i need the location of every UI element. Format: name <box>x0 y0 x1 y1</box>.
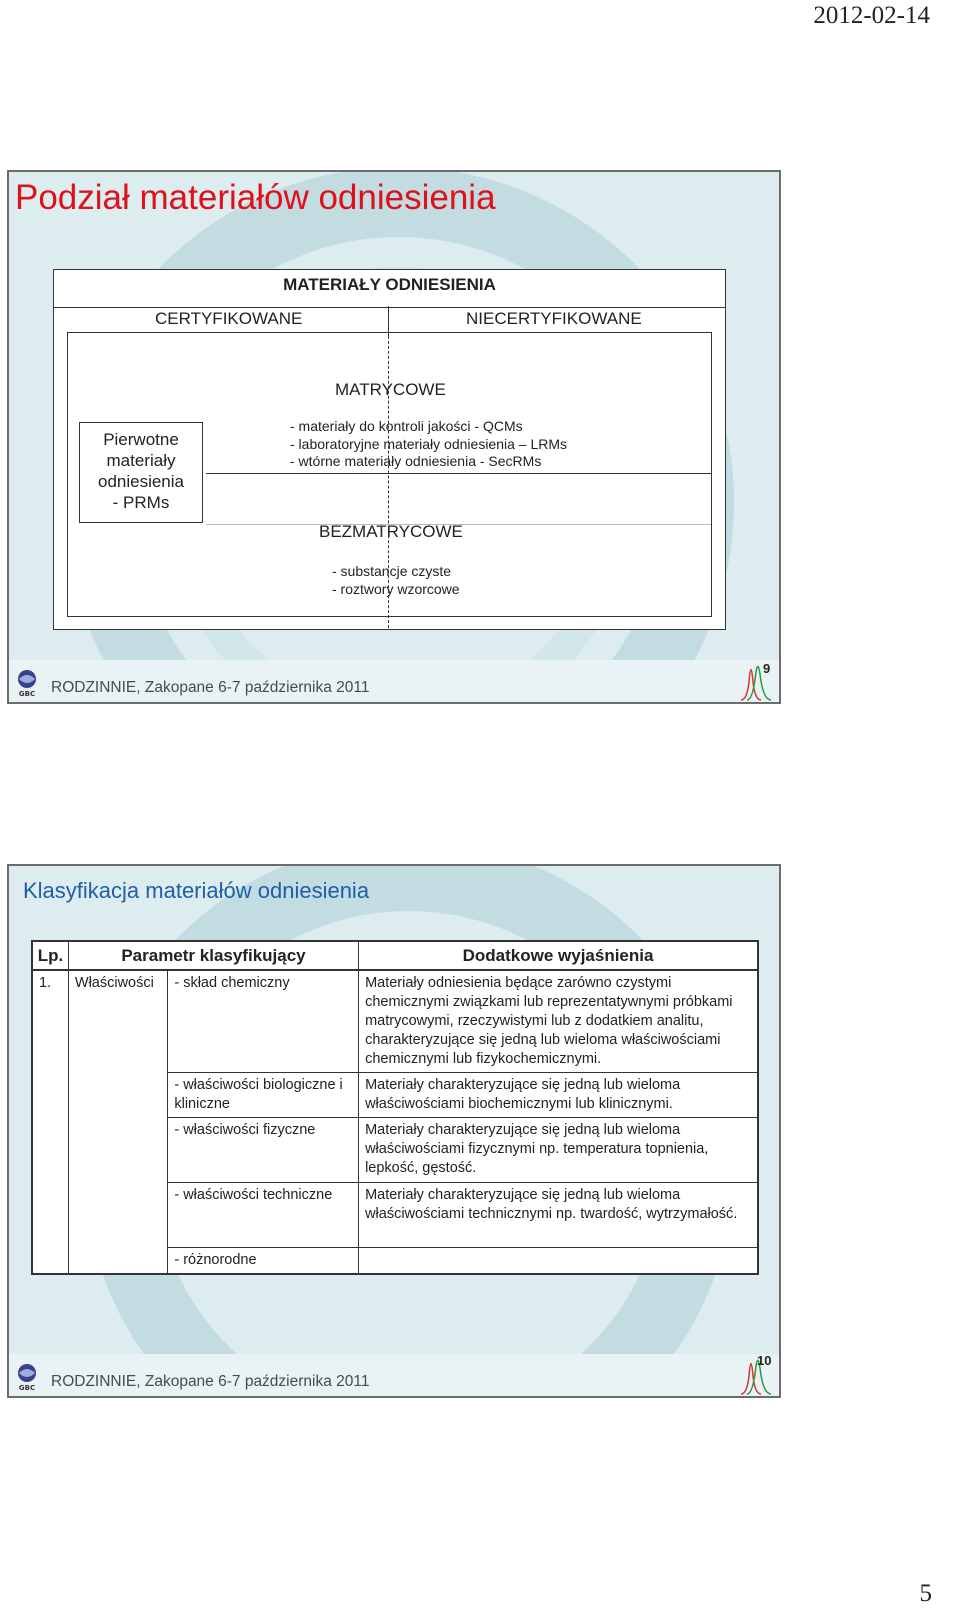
certified-label: CERTYFIKOWANE <box>155 309 303 328</box>
gbc-logo <box>13 668 41 698</box>
divider <box>206 473 711 474</box>
sub-parameter-cell: - właściwości techniczne <box>168 1183 359 1248</box>
uncertified-label: NIECERTYFIKOWANE <box>466 309 642 328</box>
sub-parameter-cell: - różnorodne <box>168 1248 359 1275</box>
matrix-label: MATRYCOWE <box>335 380 446 399</box>
non-matrix-label: BEZMATRYCOWE <box>319 522 463 541</box>
explanation-cell: Materiały odniesienia będące zarówno czystymi chemicznymi związkami lub reprezentatywnymi próbkami matrycowymi, rzeczywistymi lub z dodatkiem analitu, charakteryzujące się jedną lub wieloma właściwościami chemicznymi lub fizykochemicznymi. <box>359 970 758 1073</box>
classification-table <box>31 940 759 1275</box>
chromatogram-peaks-icon <box>739 652 773 702</box>
row-number: 1. <box>32 970 68 1274</box>
table-header-row <box>32 941 758 970</box>
sub-parameter-cell: - skład chemiczny <box>168 970 359 1073</box>
slide-number: 9 <box>763 661 771 676</box>
slide-10 <box>7 864 781 1398</box>
classification-diagram <box>53 269 726 630</box>
logo-text: GBC <box>18 1384 36 1392</box>
header-divider <box>388 306 389 336</box>
diagram-header: MATERIAŁY ODNIESIENIA <box>54 270 725 308</box>
explanation-cell: Materiały charakteryzujące się jedną lub wieloma właściwościami biochemicznymi lub klinicznymi. <box>359 1073 758 1118</box>
parameter-cell: Właściwości <box>68 970 167 1274</box>
column-header: Parametr klasyfikujący <box>68 941 358 970</box>
slide-9 <box>7 170 781 704</box>
certified-divider-dashed <box>388 306 389 628</box>
primary-materials-box <box>79 422 203 523</box>
sub-parameter-cell: - właściwości biologiczne i kliniczne <box>168 1073 359 1118</box>
inner-diagram-box <box>67 332 712 617</box>
slide-number: 10 <box>757 1353 772 1368</box>
footer-text: RODZINNIE, Zakopane 6-7 października 2011 <box>51 679 370 696</box>
matrix-list <box>290 418 567 471</box>
page-date: 2012-02-14 <box>813 2 930 29</box>
prm-line: Pierwotne <box>103 430 179 449</box>
table-row <box>32 970 758 1073</box>
column-header: Lp. <box>32 941 68 970</box>
logo-text: GBC <box>18 690 36 698</box>
explanation-cell: Materiały charakteryzujące się jedną lub wieloma właściwościami technicznymi np. twardość, wytrzymałość. <box>359 1183 758 1248</box>
prm-line: odniesienia <box>97 472 184 491</box>
slide-title: Klasyfikacja materiałów odniesienia <box>23 878 370 903</box>
page-number: 5 <box>919 1580 932 1607</box>
non-matrix-list <box>332 563 460 598</box>
prm-line: - PRMs <box>112 493 170 512</box>
list-item: - wtórne materiały odniesienia - SecRMs <box>290 453 542 469</box>
sub-parameter-cell: - właściwości fizyczne <box>168 1118 359 1183</box>
gbc-logo <box>13 1362 41 1392</box>
footer-text: RODZINNIE, Zakopane 6-7 października 2011 <box>51 1373 370 1390</box>
list-item: - substancje czyste <box>332 563 452 579</box>
prm-line: materiały <box>106 451 176 470</box>
column-header: Dodatkowe wyjaśnienia <box>359 941 758 970</box>
explanation-cell <box>359 1248 758 1275</box>
slide-title: Podział materiałów odniesienia <box>15 178 496 217</box>
explanation-cell: Materiały charakteryzujące się jedną lub wieloma właściwościami fizycznymi np. temperatura topnienia, lepkość, gęstość. <box>359 1118 758 1183</box>
list-item: - roztwory wzorcowe <box>332 580 460 597</box>
list-item: - materiały do kontroli jakości - QCMs <box>290 418 523 434</box>
list-item: - laboratoryjne materiały odniesienia – LRMs <box>290 435 568 452</box>
